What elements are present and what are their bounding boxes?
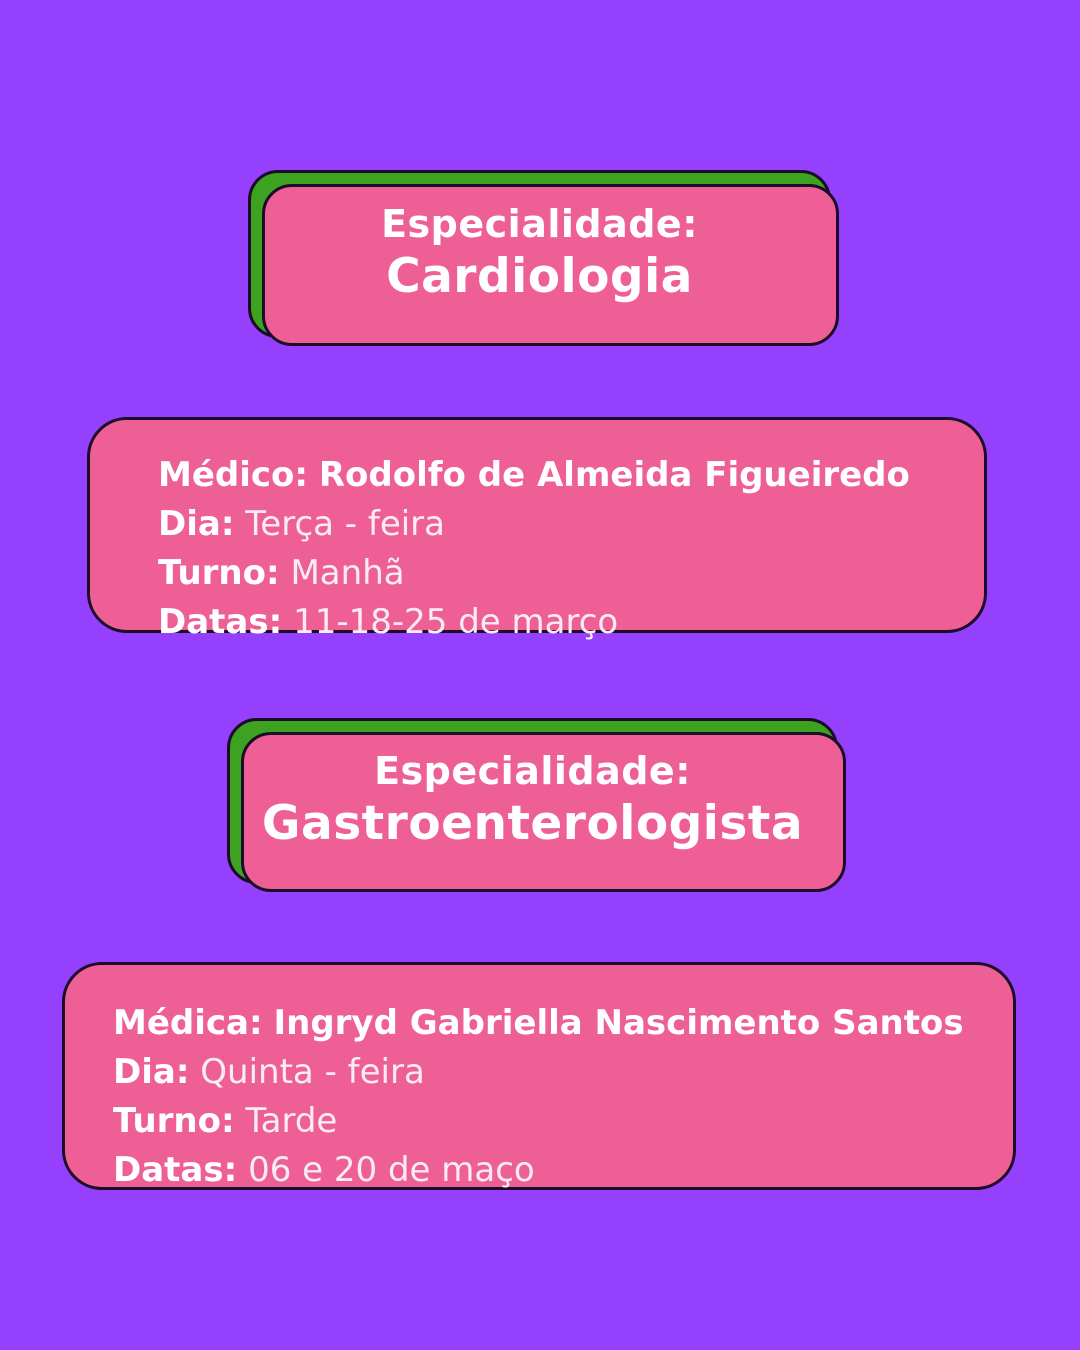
doctor-label: Médica: (113, 1003, 263, 1043)
specialty-name: Cardiologia (386, 249, 693, 305)
day-label: Dia: (113, 1052, 190, 1092)
doctor-line (158, 451, 954, 500)
day-value: Quinta - feira (200, 1052, 425, 1092)
shift-line (158, 549, 954, 598)
dates-line (113, 1146, 983, 1195)
specialty-label: Especialidade: (381, 201, 698, 246)
dates-label: Datas: (158, 602, 283, 642)
day-value: Terça - feira (245, 504, 445, 544)
shift-value: Tarde (245, 1101, 338, 1141)
shift-label: Turno: (158, 553, 280, 593)
shift-value: Manhã (290, 553, 405, 593)
specialty-name: Gastroenterologista (261, 796, 804, 852)
specialty-card-cardiologia (248, 170, 831, 338)
day-line (158, 500, 954, 549)
specialty-label: Especialidade: (374, 748, 691, 793)
schedule-card-cardiologia (87, 417, 987, 642)
schedule-card-gastroenterologista (62, 962, 1016, 1190)
dates-value: 06 e 20 de maço (248, 1150, 535, 1190)
shift-label: Turno: (113, 1101, 235, 1141)
day-line (113, 1048, 983, 1097)
specialty-card-gastroenterologista (227, 718, 838, 884)
dates-label: Datas: (113, 1150, 238, 1190)
dates-line (158, 598, 954, 647)
doctor-line (113, 999, 983, 1048)
dates-value: 11-18-25 de março (293, 602, 619, 642)
doctor-name: Rodolfo de Almeida Figueiredo (318, 455, 910, 495)
day-label: Dia: (158, 504, 235, 544)
doctor-label: Médico: (158, 455, 308, 495)
shift-line (113, 1097, 983, 1146)
doctor-name: Ingryd Gabriella Nascimento Santos (273, 1003, 964, 1043)
